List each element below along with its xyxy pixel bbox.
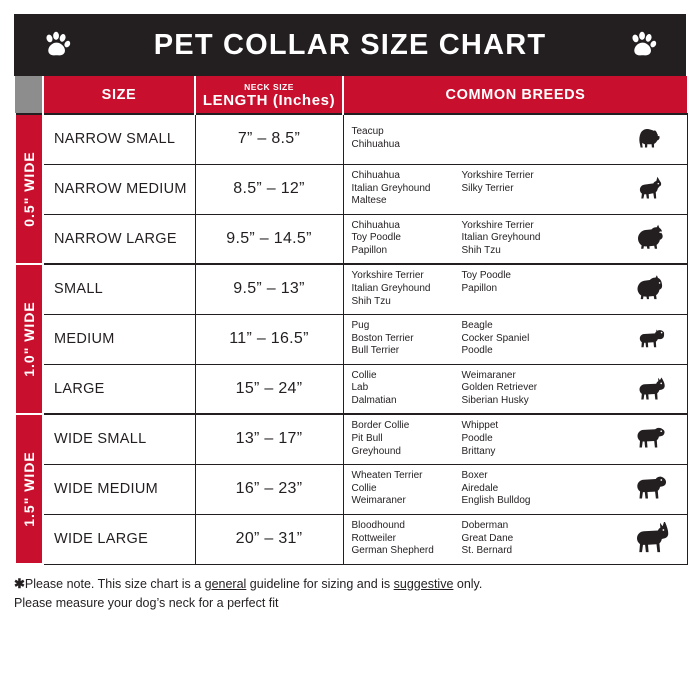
side-label-text: 1.5" WIDE [21, 451, 37, 527]
cell-breeds [343, 264, 687, 314]
cell-size: MEDIUM [43, 314, 195, 364]
breed-list-right [462, 126, 572, 152]
header-breeds: COMMON BREEDS [343, 76, 687, 114]
chart-header [14, 14, 686, 76]
breed-item: Poodle [461, 345, 493, 357]
paw-icon [42, 30, 72, 60]
table-row [15, 314, 687, 364]
table-row [15, 164, 687, 214]
breed-list-left [352, 420, 462, 458]
breed-item: Chihuahua [351, 219, 400, 231]
table-row [15, 364, 687, 414]
cell-breeds [343, 114, 687, 164]
dog-silhouette-beagle-icon [625, 318, 681, 361]
breed-list-right [462, 420, 572, 458]
cell-breeds [343, 164, 687, 214]
side-label-cell-1 [15, 264, 43, 414]
cell-breeds [343, 314, 687, 364]
breed-list-right [462, 220, 572, 258]
cell-size: NARROW SMALL [43, 114, 195, 164]
breed-item: Shih Tzu [351, 295, 391, 307]
table-row [15, 464, 687, 514]
dog-silhouette-yorkie-icon [625, 118, 681, 161]
breed-item: Beagle [461, 319, 493, 331]
dog-silhouette-pomeranian-icon [625, 218, 681, 261]
breed-item: Golden Retriever [461, 382, 538, 394]
dog-silhouette-shihtzu-icon [625, 268, 681, 311]
breed-item: Collie [351, 482, 377, 494]
breed-item: Italian Greyhound [461, 232, 541, 244]
cell-breeds [343, 464, 687, 514]
footnote-part2: guideline for sizing and is [246, 577, 394, 591]
breed-item: Pit Bull [351, 432, 383, 444]
size-chart-table [14, 76, 688, 565]
cell-length: 8.5” – 12” [195, 164, 343, 214]
breed-list-left [352, 126, 462, 152]
dog-silhouette-boxer-icon [625, 468, 681, 511]
breed-item: Yorkshire Terrier [351, 270, 424, 282]
breed-item: Yorkshire Terrier [461, 219, 534, 231]
breed-item: Whippet [461, 420, 499, 432]
cell-size: NARROW MEDIUM [43, 164, 195, 214]
cell-size: NARROW LARGE [43, 214, 195, 264]
footnote-line-2: Please measure your dog’s neck for a perfect fit [14, 595, 279, 610]
breed-item: Teacup [351, 126, 384, 138]
breed-item: Greyhound [351, 445, 401, 457]
breed-item: Lab [351, 382, 369, 394]
breed-list-right [462, 270, 572, 308]
breed-item: Yorkshire Terrier [461, 169, 534, 181]
header-length-sub: NECK SIZE [244, 82, 294, 93]
breed-item: German Shepherd [351, 545, 434, 557]
breed-list-left [352, 170, 462, 208]
breed-item: Maltese [351, 195, 387, 207]
breed-item: Silky Terrier [461, 182, 514, 194]
breed-item: English Bulldog [461, 495, 531, 507]
breed-item: Airedale [461, 482, 499, 494]
cell-size: WIDE MEDIUM [43, 464, 195, 514]
breed-item: Shih Tzu [461, 245, 501, 257]
breed-list-left [352, 220, 462, 258]
cell-size: LARGE [43, 364, 195, 414]
breed-item: St. Bernard [461, 545, 513, 557]
table-row [15, 264, 687, 314]
breed-list-right [462, 470, 572, 508]
breed-item: Weimaraner [461, 369, 516, 381]
cell-breeds [343, 514, 687, 564]
footnote [14, 574, 686, 613]
breed-item: Border Collie [351, 420, 410, 432]
breed-item: Pug [351, 319, 370, 331]
footnote-part3: only. [453, 577, 483, 591]
cell-length: 15” – 24” [195, 364, 343, 414]
breed-item: Weimaraner [351, 495, 406, 507]
side-label-text: 1.0" WIDE [21, 301, 37, 377]
footnote-underline-general: general [204, 577, 247, 591]
header-size: SIZE [43, 76, 195, 114]
page-title: PET COLLAR SIZE CHART [153, 28, 547, 61]
breed-item: Siberian Husky [461, 395, 529, 407]
cell-length: 20” – 31” [195, 514, 343, 564]
breed-list-right [462, 370, 572, 408]
breed-item: Dalmatian [351, 395, 397, 407]
breed-item: Italian Greyhound [351, 282, 431, 294]
breed-item: Great Dane [461, 532, 514, 544]
table-row [15, 414, 687, 464]
breed-item: Bloodhound [351, 519, 405, 531]
breed-list-left [352, 320, 462, 358]
footnote-part1: Please note. This size chart is a [24, 577, 205, 591]
breed-item: Italian Greyhound [351, 182, 431, 194]
asterisk-icon: ✱ [14, 576, 25, 591]
dog-silhouette-labrador-icon [625, 418, 681, 461]
cell-length: 16” – 23” [195, 464, 343, 514]
breed-item: Boxer [461, 469, 488, 481]
breed-item: Doberman [461, 519, 509, 531]
paw-icon [628, 30, 658, 60]
table-row [15, 114, 687, 164]
breed-list-left [352, 270, 462, 308]
breed-item: Boston Terrier [351, 332, 414, 344]
breed-list-left [352, 370, 462, 408]
cell-breeds [343, 414, 687, 464]
header-length-main: LENGTH (Inches) [202, 91, 336, 109]
cell-size: WIDE LARGE [43, 514, 195, 564]
breed-item: Chihuahua [351, 139, 400, 151]
breed-item: Poodle [461, 432, 493, 444]
cell-length: 11” – 16.5” [195, 314, 343, 364]
breed-item: Papillon [351, 245, 388, 257]
breed-item: Collie [351, 369, 377, 381]
dog-silhouette-chihuahua-icon [625, 168, 681, 211]
breed-list-left [352, 470, 462, 508]
header-length [195, 76, 343, 114]
dog-silhouette-doberman-icon [625, 518, 681, 561]
breed-item: Toy Poodle [351, 232, 401, 244]
cell-length: 9.5” – 13” [195, 264, 343, 314]
dog-silhouette-husky-icon [625, 368, 681, 411]
side-label-text: 0.5" WIDE [21, 151, 37, 227]
breed-item: Chihuahua [351, 169, 400, 181]
breed-item: Bull Terrier [351, 345, 400, 357]
breed-item: Rottweiler [351, 532, 396, 544]
breed-item: Wheaten Terrier [351, 469, 423, 481]
side-label-cell-0 [15, 114, 43, 264]
cell-length: 13” – 17” [195, 414, 343, 464]
cell-length: 7” – 8.5” [195, 114, 343, 164]
table-row [15, 214, 687, 264]
breed-list-right [462, 520, 572, 558]
breed-item: Toy Poodle [461, 270, 511, 282]
footnote-line-1 [14, 574, 686, 594]
header-corner [15, 76, 43, 114]
cell-size: SMALL [43, 264, 195, 314]
side-label-cell-2 [15, 414, 43, 564]
table-header-row [15, 76, 687, 114]
table-row [15, 514, 687, 564]
breed-item: Brittany [461, 445, 496, 457]
cell-size: WIDE SMALL [43, 414, 195, 464]
breed-item: Papillon [461, 282, 498, 294]
cell-breeds [343, 214, 687, 264]
breed-list-right [462, 170, 572, 208]
breed-list-right [462, 320, 572, 358]
footnote-underline-suggestive: suggestive [393, 577, 454, 591]
cell-length: 9.5” – 14.5” [195, 214, 343, 264]
breed-item: Cocker Spaniel [461, 332, 530, 344]
cell-breeds [343, 364, 687, 414]
breed-list-left [352, 520, 462, 558]
